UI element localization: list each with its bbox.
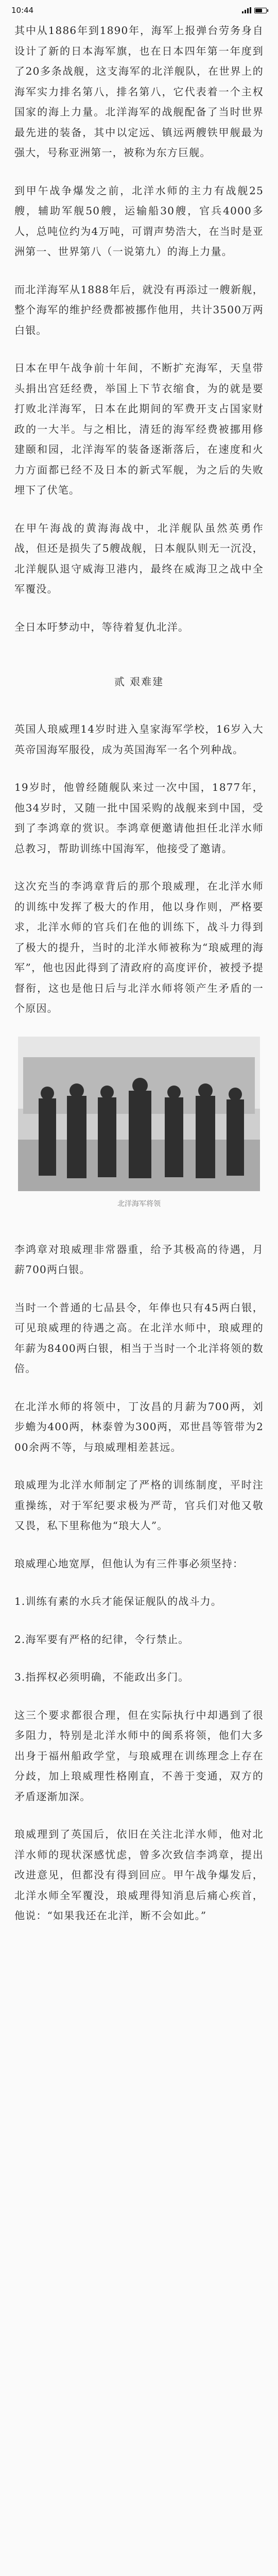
paragraph: 2.海军要有严格的纪律，令行禁止。 <box>14 1633 189 1646</box>
paragraph: 琅威理到了英国后，依旧在关注北洋水师，他对北洋水师的现状深感忧虑，曾多次致信李鸿章，提出改进意见，但都没有得到回应。甲午战争爆发后，北洋水师全军覆没，琅威理得知消息后痛心疾首，他说：“如果我还在北洋，断不会如此。” <box>14 1828 264 1922</box>
battery-icon <box>254 8 267 13</box>
paragraph: 当时一个普通的七品县令，年俸也只有45两白银，可见琅威理的待遇之高。在北洋水师中，琅威理的年薪为8400两白银，相当于当时一个北洋将领的数倍。 <box>14 1301 264 1375</box>
signal-icon <box>242 7 251 13</box>
article-section-1 <box>14 21 264 637</box>
article-section-2 <box>14 719 264 1019</box>
paragraph: 1.训练有素的水兵才能保证舰队的战斗力。 <box>14 1595 222 1607</box>
status-bar <box>0 0 278 21</box>
paragraph: 李鸿章对琅威理非常器重，给予其极高的待遇，月薪700两白银。 <box>14 1243 264 1276</box>
paragraph: 3.指挥权必须明确，不能政出多门。 <box>14 1671 189 1683</box>
historical-photo <box>18 1037 260 1191</box>
paragraph: 这三个要求都很合理，但在实际执行中却遇到了很多阻力，特别是北洋水师中的闽系将领，他们大多出身于福州船政学堂，与琅威理在训练理念上存在分歧，加上琅威理性格刚直，不善于变通，双方的矛盾逐渐加深。 <box>14 1708 264 1803</box>
paragraph: 在甲午海战的黄海海战中，北洋舰队虽然英勇作战，但还是损失了5艘战舰，日本舰队则无一沉没，北洋舰队退守威海卫港内，最终在威海卫之战中全军覆没。 <box>14 521 264 595</box>
status-time: 10:44 <box>11 6 34 15</box>
battery-level <box>255 9 262 12</box>
photo-caption: 北洋海军将领 <box>117 1199 161 1208</box>
paragraph: 到甲午战争爆发之前，北洋水师的主力有战舰25艘，辅助军舰50艘，运输船30艘，官兵4000多人，总吨位约为4万吨，可谓声势浩大，在当时是亚洲第一、世界第八（一说第九）的海上力量。 <box>14 184 264 258</box>
paragraph: 琅威理心地宽厚，但他认为有三件事必须坚持： <box>14 1557 244 1570</box>
paragraph: 在北洋水师的将领中，丁汝昌的月薪为700两，刘步蟾为400两，林泰曾为300两，邓世昌等管带为200余两不等，与琅威理相差甚远。 <box>14 1400 264 1453</box>
section-heading: 贰 艰难建 <box>114 675 164 688</box>
status-icons <box>242 7 267 13</box>
paragraph: 而北洋海军从1888年后，就没有再添过一艘新舰，整个海军的维护经费都被挪作他用，共计3500万两白银。 <box>14 283 264 336</box>
paragraph: 19岁时，他曾经随舰队来过一次中国，1877年，他34岁时，又随一批中国采购的战舰来到中国，受到了李鸿章的赏识。李鸿章便邀请他担任北洋水师总教习，帮助训练中国海军，他接受了邀请。 <box>14 781 264 855</box>
paragraph: 这次充当的李鸿章背后的那个琅威理，在北洋水师的训练中发挥了极大的作用，他以身作则，严格要求，北洋水师的官兵们在他的训练下，战斗力得到了极大的提升，当时的北洋水师被称为“琅威理的海军”，他也因此得到了清政府的高度评价，被授予提督衔，这也是他日后与北洋水师将领产生矛盾的一个原因。 <box>14 880 264 1014</box>
article-body <box>0 21 278 1964</box>
paragraph: 琅威理为北洋水师制定了严格的训练制度，平时注重操练，对于军纪要求极为严苛，官兵们对他又敬又畏，私下里称他为“琅大人”。 <box>14 1479 264 1532</box>
paragraph: 日本在甲午战争前十年间，不断扩充海军，天皇带头捐出宫廷经费，举国上下节衣缩食，为的就是要打败北洋海军，日本在此期间的军费开支占国家财政的一大半。与之相比，清廷的海军经费被挪用修建颐和园，北洋海军的装备逐渐落后，在速度和火力方面都已经不及日本的新式军舰，为之后的失败埋下了伏笔。 <box>14 362 264 496</box>
paragraph: 英国人琅威理14岁时进入皇家海军学校，16岁入大英帝国海军服役，成为英国海军一名个列种战。 <box>14 723 264 756</box>
article-section-3 <box>14 1240 264 1926</box>
paragraph: 其中从1886年到1890年，海军上报弹台劳务身自设计了新的日本海军旗，也在日本四年第一年度到了20多条战舰，这支海军的北洋舰队，在世界上的海军实力排名第八，排名第八，它代表着一个主权国家的海上力量。北洋海军的战舰配备了当时世界最先进的装备，其中以定远、镇远两艘铁甲舰最为强大，号称亚洲第一，被称为东方巨舰。 <box>14 24 264 159</box>
paragraph: 全日本吁梦动中，等待着复仇北洋。 <box>14 620 189 633</box>
